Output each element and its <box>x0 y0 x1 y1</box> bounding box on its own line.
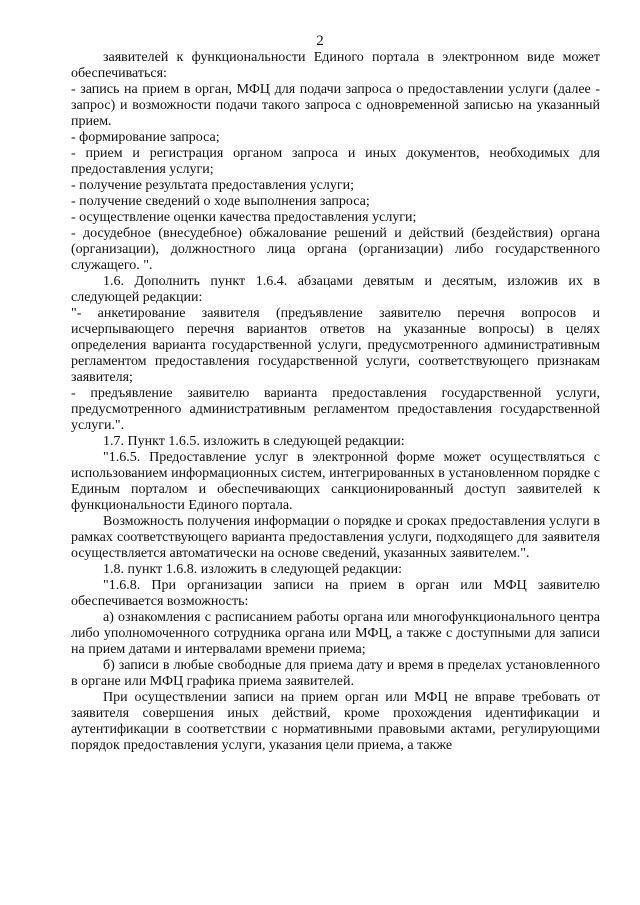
list-item: - получение результата предоставления услуги; <box>71 178 354 193</box>
document-body <box>71 50 600 754</box>
paragraph: "1.6.8. При организации записи на прием в орган или МФЦ заявителю обеспечивается возможность: <box>71 578 600 609</box>
paragraph: заявителей к функциональности Единого портала в электронном виде может обеспечиваться: <box>71 50 600 81</box>
list-item: - осуществление оценки качества предоставления услуги; <box>71 210 417 225</box>
list-item: - предъявление заявителю варианта предоставления государственной услуги, предусмотренного административным регламентом предоставления государственной услуги.". <box>71 386 600 433</box>
paragraph: 1.7. Пункт 1.6.5. изложить в следующей редакции: <box>103 434 405 449</box>
paragraph: а) ознакомления с расписанием работы органа или многофункционального центра либо уполномоченного сотрудника органа или МФЦ, а также с доступными для записи на прием датами и интервалами времени приема; <box>71 610 600 657</box>
page-number: 2 <box>316 33 324 49</box>
list-item: - получение сведений о ходе выполнения запроса; <box>71 194 370 209</box>
list-item: "- анкетирование заявителя (предъявление заявителю перечня вопросов и исчерпывающего перечня вариантов ответов на указанные вопросы) в целях определения варианта государственной услуги, предусмотренного административным регламентом предоставления государственной услуги, соответствующего признакам заявителя; <box>71 306 600 385</box>
paragraph: 1.6. Дополнить пункт 1.6.4. абзацами девятым и десятым, изложив их в следующей редакции: <box>71 274 600 305</box>
paragraph: б) записи в любые свободные для приема дату и время в пределах установленного в органе или МФЦ графика приема заявителей. <box>71 658 600 689</box>
paragraph: Возможность получения информации о порядке и сроках предоставления услуги в рамках соответствующего варианта предоставления услуги, подходящего для заявителя осуществляется автоматически на основе сведений, указанных заявителем.". <box>71 514 600 561</box>
paragraph: 1.8. пункт 1.6.8. изложить в следующей редакции: <box>103 562 402 577</box>
paragraph: При осуществлении записи на прием орган или МФЦ не вправе требовать от заявителя совершения иных действий, кроме прохождения идентификации и аутентификации в соответствии с нормативными правовыми актами, регулирующими порядок предоставления услуги, указания цели приема, а также <box>71 690 600 753</box>
list-item: - формирование запроса; <box>71 130 220 145</box>
paragraph: "1.6.5. Предоставление услуг в электронной форме может осуществляться с использованием информационных систем, интегрированных в установленном порядке с Единым порталом и обеспечивающих санкционированный доступ заявителей к функциональности Единого портала. <box>71 450 600 513</box>
list-item: - запись на прием в орган, МФЦ для подачи запроса о предоставлении услуги (далее - запрос) и возможности подачи такого запроса с одновременной записью на указанный прием. <box>71 82 600 129</box>
list-item: - прием и регистрация органом запроса и иных документов, необходимых для предоставления услуги; <box>71 146 600 177</box>
list-item: - досудебное (внесудебное) обжалование решений и действий (бездействия) органа (организации), должностного лица органа (организации) либо государственного служащего. ". <box>71 226 600 273</box>
